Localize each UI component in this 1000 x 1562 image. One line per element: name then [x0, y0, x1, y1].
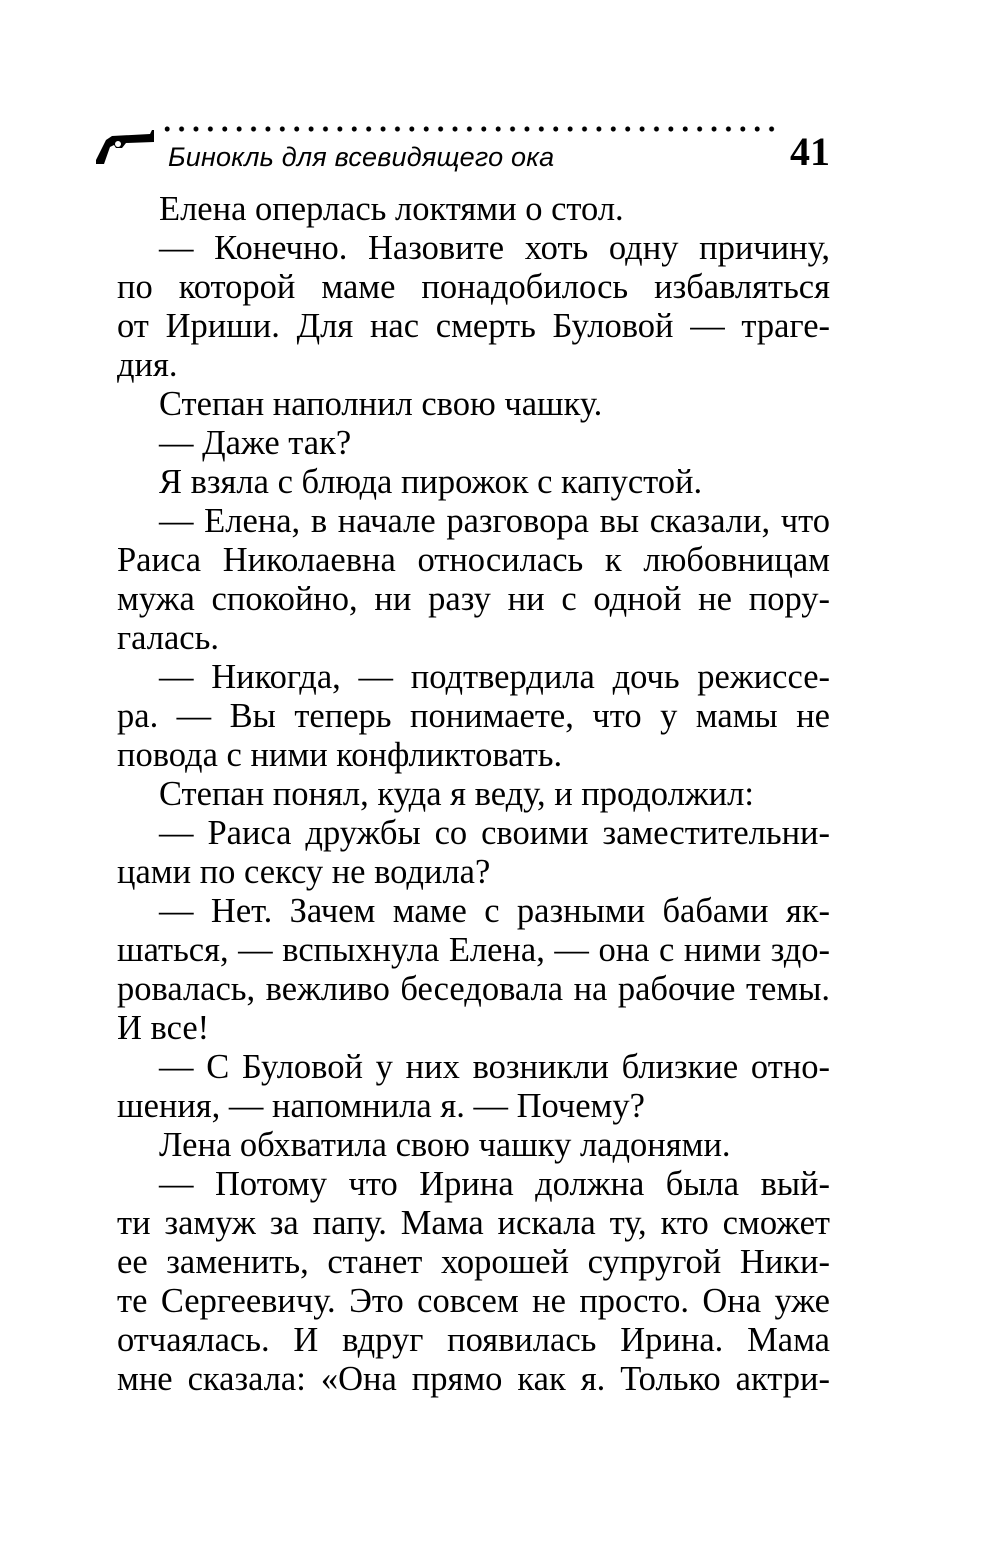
- text-line: ее заменить, станет хорошей супругой Ники-: [117, 1243, 830, 1281]
- text-line: Лена обхватила свою чашку ладонями.: [159, 1126, 731, 1164]
- text-line: — Никогда, — подтвердила дочь режиссе-: [159, 658, 830, 696]
- text-line: шения, — напомнила я. — Почему?: [117, 1087, 645, 1125]
- pistol-icon: [92, 126, 156, 166]
- text-line: шаться, — вспыхнула Елена, — она с ними здо-: [117, 931, 830, 969]
- text-line: по которой маме понадобилось избавляться: [117, 268, 830, 306]
- running-title: Бинокль для всевидящего ока: [168, 142, 555, 172]
- text-line: ровалась, вежливо беседовала на рабочие темы.: [117, 970, 830, 1008]
- header-dotted-rule: [160, 122, 780, 136]
- text-line: галась.: [117, 619, 219, 657]
- text-line: Раиса Николаевна относилась к любовницам: [117, 541, 830, 579]
- text-line: — Конечно. Назовите хоть одну причину,: [159, 229, 830, 267]
- page-number: 41: [790, 129, 830, 174]
- text-line: Степан понял, куда я веду, и продолжил:: [159, 775, 754, 813]
- text-line: отчаялась. И вдруг появилась Ирина. Мама: [117, 1321, 830, 1359]
- text-line: ти замуж за папу. Мама искала ту, кто сможет: [117, 1204, 830, 1242]
- text-line: — Даже так?: [159, 424, 352, 462]
- text-line: — С Буловой у них возникли близкие отно-: [159, 1048, 830, 1086]
- text-line: ра. — Вы теперь понимаете, что у мамы не: [117, 697, 830, 735]
- text-line: — Елена, в начале разговора вы сказали, что: [159, 502, 830, 540]
- text-line: повода с ними конфликтовать.: [117, 736, 563, 774]
- text-line: И все!: [117, 1009, 210, 1047]
- text-line: Елена оперлась локтями о стол.: [159, 190, 624, 228]
- text-line: Степан наполнил свою чашку.: [159, 385, 603, 423]
- text-line: мне сказала: «Она прямо как я. Только актри-: [117, 1360, 830, 1398]
- text-line: — Потому что Ирина должна была вый-: [159, 1165, 830, 1203]
- text-line: мужа спокойно, ни разу ни с одной не пору-: [117, 580, 830, 618]
- text-line: — Раиса дружбы со своими заместительни-: [159, 814, 830, 852]
- body-text: [117, 190, 830, 1399]
- text-line: — Нет. Зачем маме с разными бабами як-: [159, 892, 830, 930]
- text-line: цами по сексу не водила?: [117, 853, 491, 891]
- text-line: те Сергеевичу. Это совсем не просто. Она уже: [117, 1282, 830, 1320]
- text-line: Я взяла с блюда пирожок с капустой.: [159, 463, 703, 501]
- text-line: от Ириши. Для нас смерть Буловой — траге-: [117, 307, 830, 345]
- text-line: дия.: [117, 346, 178, 384]
